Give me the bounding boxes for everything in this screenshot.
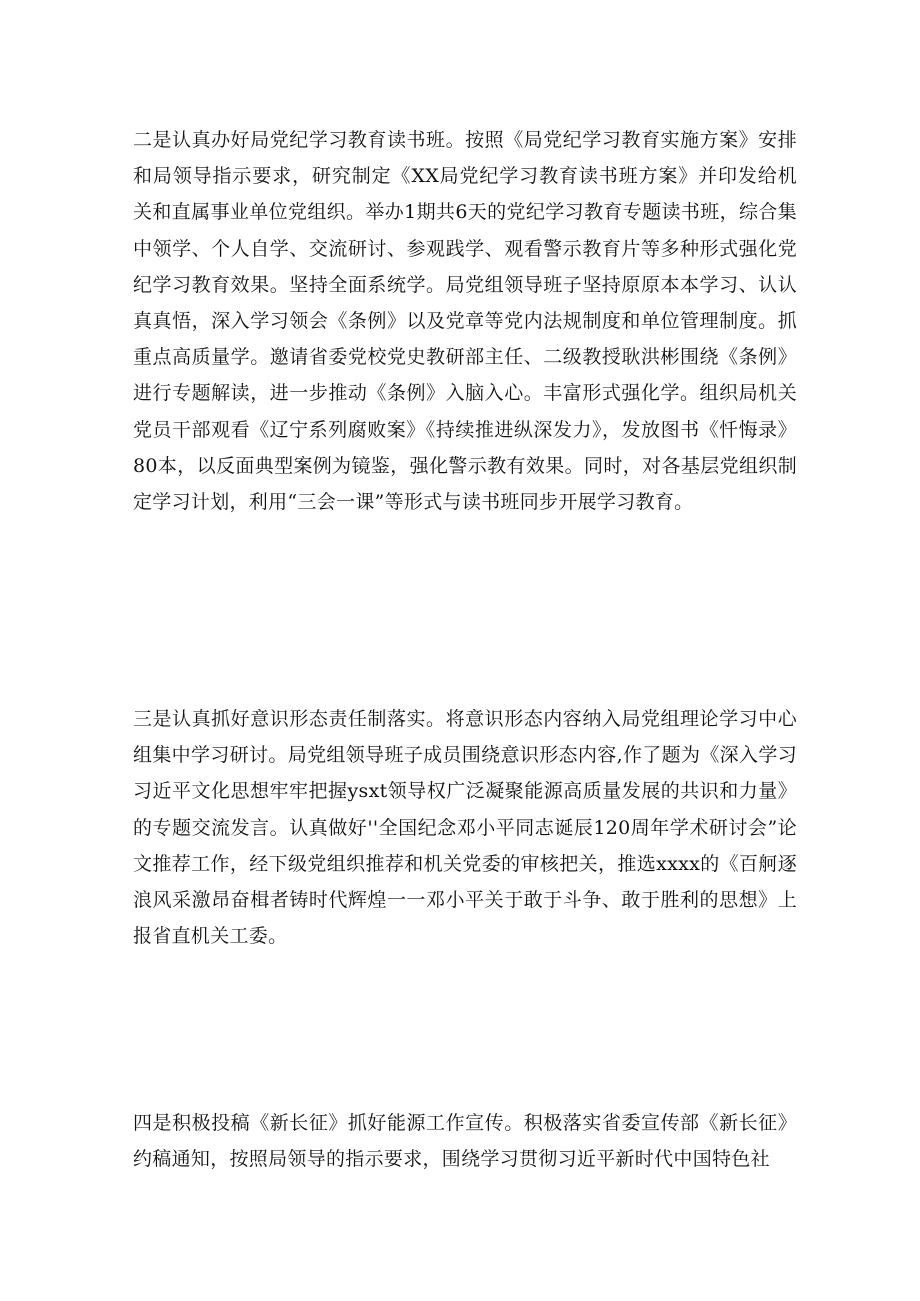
paragraph-ideology-responsibility: 三是认真抓好意识形态责任制落实。将意识形态内容纳入局党组理论学习中心组集中学习研讨。局党组领导班子成员围绕意识形态内容,作了题为《深入学习习近平文化思想牢牢把握ysxt领导权广泛凝聚能源高质量发展的共识和力量》的专题交流发言。认真做好''全国纪念邓小平同志诞辰120周年学术研讨会”论文推荐工作，经下级党组织推荐和机关党委的审核把关，推选xxxx的《百舸逐浪风采激昂奋楫者铸时代辉煌一一邓小平关于敢于斗争、敢于胜利的思想》上报省直机关工委。 (133, 708, 797, 948)
paragraph-new-long-march-submission: 四是积极投稿《新长征》抓好能源工作宣传。积极落实省委宣传部《新长征》约稿通知，按照局领导的指示要求，围绕学习贯彻习近平新时代中国特色社 (133, 1112, 797, 1171)
paragraph-reading-class: 二是认真办好局党纪学习教育读书班。按照《局党纪学习教育实施方案》安排和局领导指示要求，研究制定《XX局党纪学习教育读书班方案》并印发给机关和直属事业单位党组织。举办1期共6天的党纪学习教育专题读书班，综合集中领学、个人自学、交流研讨、参观践学、观看警示教育片等多种形式强化党纪学习教育效果。坚持全面系统学。局党组领导班子坚持原原本本学习、认认真真悟，深入学习领会《条例》以及党章等党内法规制度和单位管理制度。抓重点高质量学。邀请省委党校党史教研部主任、二级教授耿洪彬围绕《条例》进行专题解读，进一步推动《条例》入脑入心。丰富形式强化学。组织局机关党员干部观看《辽宁系列腐败案》《持续推进纵深发力》，发放图书《忏悔录》80本，以反面典型案例为镜鉴，强化警示教有效果。同时，对各基层党组织制定学习计划，利用“三会一课”等形式与读书班同步开展学习教育。 (133, 129, 797, 514)
